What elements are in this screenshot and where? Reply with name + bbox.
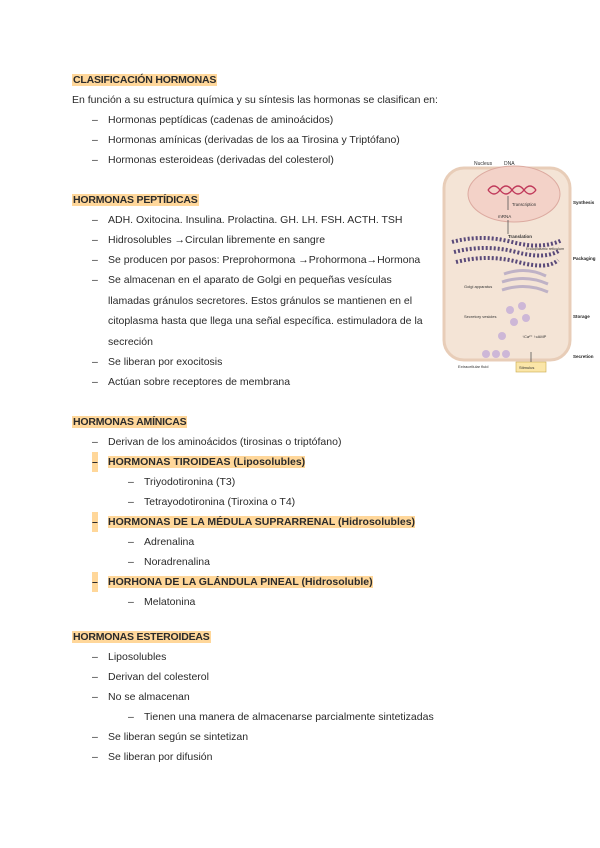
pineal-subheading: – HORHONA DE LA GLÁNDULA PINEAL (Hidrosoluble) <box>72 572 415 592</box>
stimulus-label: Stimulus <box>519 365 535 370</box>
vesicle <box>498 332 506 340</box>
thyroid-subheading: – HORMONAS TIROIDEAS (Liposolubles) <box>72 452 415 472</box>
list-item: – Actúan sobre receptores de membrana <box>92 376 291 388</box>
list-item: – Se liberan según se sintetizan <box>92 731 249 743</box>
translation-label: Translation <box>508 234 533 239</box>
steroid-title: HORMONAS ESTEROIDEAS <box>73 631 210 643</box>
list-item: – ADH. Oxitocina. Insulina. Prolactina. GH. LH. FSH. ACTH. TSH <box>92 214 403 226</box>
classification-section <box>72 70 438 170</box>
vesicle <box>492 350 500 358</box>
calcium-label: ↑Ca²⁺ ↑cAMP <box>522 334 547 339</box>
list-item: – Se producen por pasos: Preprohormona →Prohormona→Hormona <box>92 254 421 266</box>
ecf-label: Extracellular fluid <box>458 364 489 369</box>
dna-label: DNA <box>504 161 515 167</box>
list-item: – Liposolubles <box>92 651 167 663</box>
storage-stage-label: Storage <box>573 314 590 319</box>
list-item: – Melatonina <box>128 596 196 608</box>
nucleus-shape <box>468 166 560 222</box>
list-item: – Derivan del colesterol <box>92 671 209 683</box>
vesicles-label: Secretory vesicles <box>464 314 497 319</box>
amine-title: HORMONAS AMÍNICAS <box>73 416 187 428</box>
synthesis-diagram <box>442 160 600 380</box>
vesicle <box>506 306 514 314</box>
list-item: – No se almacenan <box>92 691 190 703</box>
vesicle <box>518 302 526 310</box>
hormone-synthesis-figure <box>442 160 600 380</box>
secretion-stage-label: Secretion <box>573 354 594 359</box>
golgi-label: Golgi apparatus <box>464 284 493 289</box>
transcription-label: Transcription <box>512 202 537 207</box>
list-item: – Derivan de los aminoácidos (tirosinas o triptófano) <box>92 436 342 448</box>
list-item: – Noradrenalina <box>128 556 210 568</box>
list-item: – Adrenalina <box>128 536 195 548</box>
vesicle <box>522 314 530 322</box>
list-item: – Se liberan por difusión <box>92 751 213 763</box>
nucleus-label: Nucleus <box>474 161 493 167</box>
list-item: – Triyodotironina (T3) <box>128 476 236 488</box>
peptide-title: HORMONAS PEPTÍDICAS <box>73 194 198 206</box>
vesicle <box>482 350 490 358</box>
synthesis-stage-label: Synthesis <box>573 200 595 205</box>
steroid-section <box>72 627 434 767</box>
list-item: – Hormonas esteroideas (derivadas del colesterol) <box>92 154 334 166</box>
list-item: – Se almacenan en el aparato de Golgi en pequeñas vesículas llamadas gránulos secretores. Estos gránulos se mantienen en el citoplasma hasta que llega una señal específica. estimuladora de la secreción <box>92 274 423 348</box>
amine-section <box>72 412 415 612</box>
list-item: – Hidrosolubles →Circulan libremente en sangre <box>92 234 326 246</box>
list-item: – Tetrayodotironina (Tiroxina o T4) <box>128 496 296 508</box>
peptide-section <box>72 190 428 392</box>
list-item: – Tienen una manera de almacenarse parcialmente sintetizadas <box>128 711 434 723</box>
er-label: Endoplasmic reticulum <box>526 247 565 251</box>
packaging-stage-label: Packaging <box>573 256 596 261</box>
vesicle <box>502 350 510 358</box>
classification-title: CLASIFICACIÓN HORMONAS <box>73 74 217 86</box>
vesicle <box>510 318 518 326</box>
adrenal-subheading: – HORMONAS DE LA MÉDULA SUPRARRENAL (Hidrosolubles) <box>72 512 415 532</box>
list-item: – Hormonas peptídicas (cadenas de aminoácidos) <box>92 114 334 126</box>
classification-intro: En función a su estructura química y su síntesis las hormonas se clasifican en: <box>72 94 438 106</box>
mrna-label: mRNA <box>498 214 512 219</box>
list-item: – Hormonas amínicas (derivadas de los aa Tirosina y Triptófano) <box>92 134 400 146</box>
list-item: – Se liberan por exocitosis <box>92 356 223 368</box>
